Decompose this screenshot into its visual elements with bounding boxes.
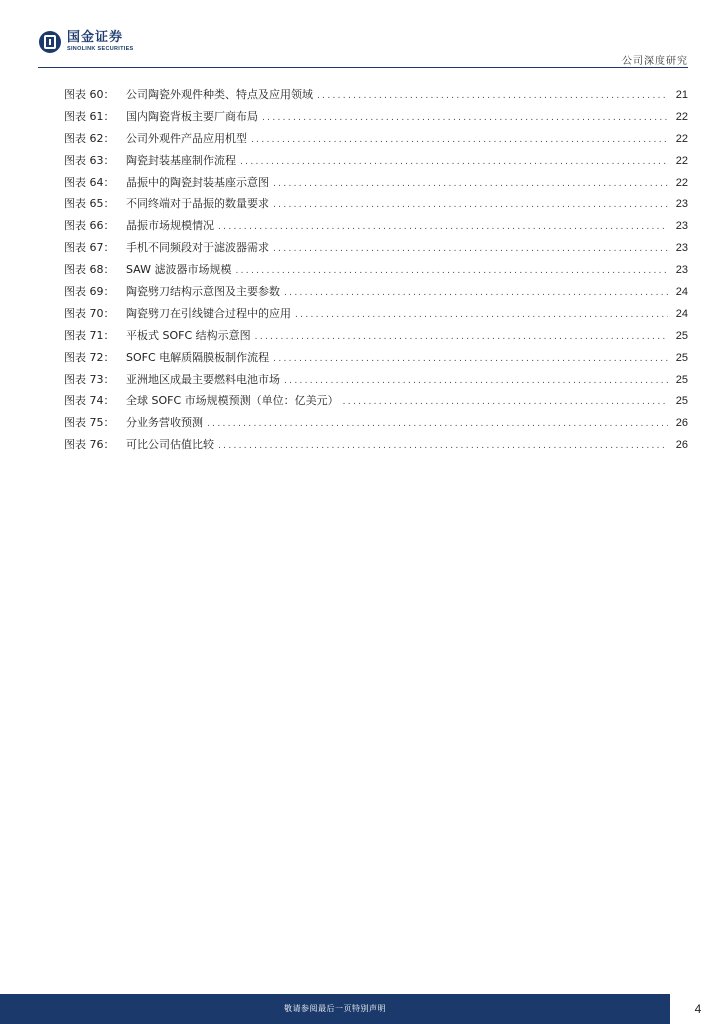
toc-entry[interactable]: [64, 283, 688, 305]
toc-entry-page: 26: [675, 417, 688, 430]
toc-entry-page: 23: [675, 242, 688, 255]
toc-entry-title: 陶瓷劈刀在引线键合过程中的应用: [126, 306, 291, 320]
toc-entry-title: 手机不同频段对于滤波器需求: [126, 241, 269, 255]
toc-entry-label: 图表 62：: [64, 131, 115, 145]
toc-entry-title: 全球 SOFC 市场规模预测（单位：亿美元）: [126, 394, 339, 408]
toc-leader-dots: [273, 354, 668, 364]
logo-english-name: SINOLINK SECURITIES: [67, 46, 134, 52]
toc-entry-title: 陶瓷封装基座制作流程: [126, 153, 236, 167]
toc-leader-dots: [255, 332, 668, 342]
toc-leader-dots: [251, 135, 668, 145]
toc-leader-dots: [284, 288, 668, 298]
page-number: 4: [694, 1002, 702, 1016]
toc-entry-label: 图表 69：: [64, 285, 115, 299]
toc-leader-dots: [343, 397, 668, 407]
document-type: 公司深度研究: [622, 56, 688, 67]
toc-entry-label: 图表 65：: [64, 197, 115, 211]
toc-entry-title: 公司陶瓷外观件种类、特点及应用领域: [126, 88, 313, 101]
toc-entry-page: 23: [675, 220, 688, 233]
toc-entry-label: 图表 73：: [64, 372, 115, 386]
toc-entry-page: 21: [675, 89, 688, 101]
toc-leader-dots: [218, 222, 668, 232]
toc-entry-title: 公司外观件产品应用机型: [126, 131, 247, 145]
toc-leader-dots: [218, 441, 668, 451]
toc-entry-page: 22: [675, 132, 688, 145]
toc-entry[interactable]: [64, 349, 688, 371]
toc-entry-page: 24: [675, 286, 688, 299]
toc-leader-dots: [240, 157, 668, 167]
toc-leader-dots: [284, 376, 668, 386]
toc-entry-page: 22: [675, 110, 688, 123]
toc-entry-label: 图表 71：: [64, 328, 115, 342]
toc-entry-title: 不同终端对于晶振的数量要求: [126, 197, 269, 211]
toc-leader-dots: [262, 113, 668, 123]
toc-entry[interactable]: [64, 108, 688, 130]
toc-entry-title: 晶振市场规模情况: [126, 219, 214, 233]
toc-entry-label: 图表 68：: [64, 263, 115, 277]
toc-entry-label: 图表 72：: [64, 350, 115, 364]
toc-entry-page: 25: [675, 395, 688, 408]
company-logo: [38, 30, 134, 54]
toc-entry[interactable]: [64, 436, 688, 458]
toc-leader-dots: [273, 179, 668, 189]
toc-entry-title: 平板式 SOFC 结构示意图: [126, 328, 251, 342]
toc-leader-dots: [273, 244, 668, 254]
toc-entry[interactable]: [64, 239, 688, 261]
toc-entry-page: 22: [675, 176, 688, 189]
toc-entry-title: SAW 滤波器市场规模: [126, 263, 232, 277]
toc-entry-label: 图表 61：: [64, 109, 115, 123]
disclaimer-note: 敬请参阅最后一页特别声明: [284, 1004, 386, 1013]
toc-entry[interactable]: [64, 174, 688, 196]
toc-entry-title: 国内陶瓷背板主要厂商布局: [126, 109, 258, 123]
toc-leader-dots: [207, 419, 668, 429]
toc-entry[interactable]: [64, 195, 688, 217]
toc-entry[interactable]: [64, 392, 688, 414]
toc-entry[interactable]: [64, 217, 688, 239]
toc-leader-dots: [295, 310, 668, 320]
toc-entry[interactable]: [64, 327, 688, 349]
toc-entry-label: 图表 66：: [64, 219, 115, 233]
toc-entry[interactable]: [64, 130, 688, 152]
toc-entry-page: 24: [675, 307, 688, 320]
toc-entry-title: 陶瓷劈刀结构示意图及主要参数: [126, 285, 280, 299]
toc-entry-title: 可比公司估值比较: [126, 438, 214, 452]
toc-entry-page: 23: [675, 198, 688, 211]
toc-entry-title: SOFC 电解质隔膜板制作流程: [126, 350, 270, 364]
toc-entry[interactable]: [64, 414, 688, 436]
toc-entry-page: 25: [675, 329, 688, 342]
page-footer: [0, 994, 724, 1024]
logo-chinese-name: 国金证券: [67, 30, 124, 45]
toc-entry-label: 图表 60：: [64, 88, 115, 101]
toc-entry[interactable]: [64, 86, 688, 108]
toc-entry[interactable]: [64, 152, 688, 174]
toc-leader-dots: [273, 200, 668, 210]
page-header: [0, 0, 724, 68]
toc-entry[interactable]: [64, 371, 688, 393]
toc-entry-label: 图表 64：: [64, 175, 115, 189]
toc-entry-page: 22: [675, 154, 688, 167]
toc-entry-title: 晶振中的陶瓷封装基座示意图: [126, 175, 269, 189]
toc-entry-page: 25: [675, 373, 688, 386]
header-divider: [38, 67, 688, 68]
toc-leader-dots: [235, 266, 668, 276]
toc-entry-label: 图表 76：: [64, 438, 115, 452]
toc-entry-title: 亚洲地区成最主要燃料电池市场: [126, 372, 280, 386]
toc-leader-dots: [317, 91, 668, 101]
toc-entry-label: 图表 75：: [64, 416, 115, 430]
sinolink-logo-icon: [38, 30, 62, 54]
figure-table-of-contents: [64, 86, 688, 458]
toc-entry[interactable]: [64, 261, 688, 283]
toc-entry-label: 图表 74：: [64, 394, 115, 408]
toc-entry-page: 25: [675, 351, 688, 364]
toc-entry-title: 分业务营收预测: [126, 416, 203, 430]
toc-entry[interactable]: [64, 305, 688, 327]
toc-entry-label: 图表 70：: [64, 306, 115, 320]
toc-entry-page: 23: [675, 264, 688, 277]
toc-entry-page: 26: [675, 439, 688, 452]
toc-entry-label: 图表 67：: [64, 241, 115, 255]
toc-entry-label: 图表 63：: [64, 153, 115, 167]
